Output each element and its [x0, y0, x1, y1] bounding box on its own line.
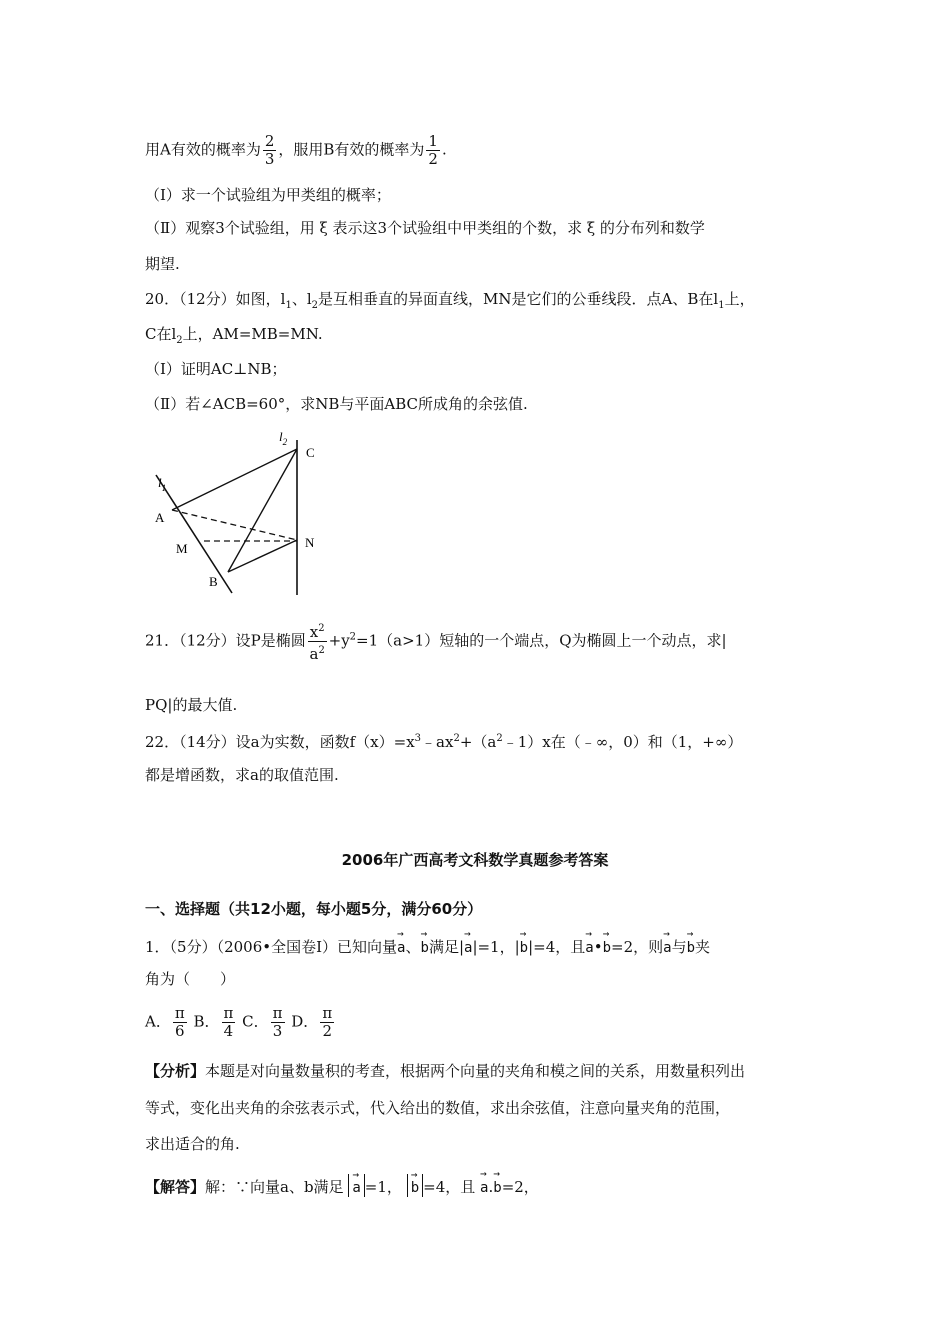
- numerator: 1: [428, 132, 438, 150]
- vector-b: → b: [603, 932, 611, 958]
- label-M: M: [176, 541, 188, 556]
- text: +y: [328, 631, 350, 650]
- segment-BN: [228, 540, 297, 572]
- segment-BC: [228, 449, 297, 572]
- a1-options: [145, 1005, 336, 1040]
- text: =4，且: [423, 1178, 476, 1196]
- a1-line1: [145, 932, 710, 958]
- label-A: A: [155, 510, 165, 525]
- denominator: 2: [322, 1022, 333, 1040]
- q19-part1: （Ⅰ）求一个试验组为甲类组的概率；: [145, 186, 391, 204]
- abs-a: [348, 1174, 364, 1197]
- text: |=4，且: [528, 938, 586, 956]
- text: 是互相垂直的异面直线，MN是它们的公垂线段．点A、B在l: [318, 290, 719, 308]
- text: 1．（5分）（2006•全国卷Ⅰ）已知向量: [145, 938, 398, 956]
- subscript: 2: [311, 300, 319, 311]
- solution-tag: 【解答】: [145, 1178, 206, 1196]
- analysis-line3: 求出适合的角.: [145, 1135, 240, 1153]
- analysis-tag: 【分析】: [145, 1062, 206, 1080]
- q20-part1: （Ⅰ）证明AC⊥NB；: [145, 360, 287, 378]
- answer-title: 2006年广西高考文科数学真题参考答案: [341, 851, 609, 869]
- analysis-line2: 等式，变化出夹角的余弦表示式，代入给出的数值，求出余弦值，注意向量夹角的范围，: [145, 1099, 731, 1117]
- numerator: π: [223, 1004, 234, 1022]
- text: .: [441, 140, 447, 159]
- superscript: 2: [453, 733, 460, 744]
- denominator: 2: [428, 150, 438, 168]
- label-l2: $l_2$: [279, 429, 288, 447]
- label-N: N: [305, 535, 315, 550]
- vector-b: → b: [687, 932, 695, 958]
- text: 、l: [291, 290, 312, 308]
- q19-part2-line2: 期望.: [145, 255, 180, 273]
- label-l1: $l_1$: [158, 475, 167, 493]
- q22-line1: [145, 729, 742, 752]
- vector-a: → a: [397, 932, 405, 958]
- numerator: 2: [264, 132, 275, 150]
- text: ﹣ax: [421, 733, 454, 751]
- text: 解：∵向量a、b满足: [205, 1178, 344, 1196]
- text: 上，: [724, 290, 755, 308]
- q20-part2: （Ⅱ）若∠ACB=60°，求NB与平面ABC所成角的余弦值.: [145, 395, 528, 413]
- abs-b: [407, 1174, 423, 1197]
- text: =2，: [501, 1178, 539, 1196]
- denominator: 3: [272, 1022, 283, 1040]
- option-d-value: [320, 1005, 334, 1040]
- numerator: π: [272, 1004, 283, 1022]
- vector-b: → b: [493, 1172, 501, 1198]
- subscript: 1: [718, 300, 725, 311]
- fraction: [263, 133, 277, 168]
- label-B: B: [209, 574, 218, 589]
- text: =1，: [364, 1178, 402, 1196]
- vector-a: → a: [480, 1172, 488, 1198]
- subscript: 2: [176, 335, 183, 346]
- vector-a: → a: [352, 1174, 360, 1197]
- fraction: [308, 620, 327, 663]
- text: ﹣1）x在（﹣∞，0）和（1，+∞）: [502, 733, 743, 751]
- label-C: C: [306, 445, 315, 460]
- option-b-label: B．: [193, 1012, 220, 1031]
- option-c-value: [271, 1005, 285, 1040]
- vector-a: → a: [464, 932, 472, 958]
- q22-line2: 都是增函数，求a的取值范围.: [145, 766, 339, 784]
- superscript: 2: [318, 623, 325, 634]
- text: =1（a>1）短轴的一个端点，Q为椭圆上一个动点，求|: [356, 631, 727, 650]
- vector-b: → b: [411, 1174, 419, 1197]
- text: |=1，|: [472, 938, 520, 956]
- option-d-label: D．: [291, 1012, 319, 1031]
- segment-AN: [172, 510, 297, 540]
- denominator: 6: [175, 1022, 185, 1040]
- text: 本题是对向量数量积的考查，根据两个向量的夹角和模之间的关系，用数量积列出: [205, 1062, 746, 1080]
- q20-line2: [145, 324, 323, 351]
- q19-part2-line1: （Ⅱ）观察3个试验组，用 ξ 表示这3个试验组中甲类组的个数，求 ξ 的分布列和数学: [145, 219, 705, 237]
- text: =2，则: [611, 938, 664, 956]
- text: 22．（14分）设a为实数，函数f（x）=x: [145, 733, 415, 751]
- text: 20．（12分）如图，l: [145, 290, 286, 308]
- superscript: 3: [414, 733, 422, 744]
- superscript: 2: [496, 733, 503, 744]
- section-heading: 一、选择题（共12小题，每小题5分，满分60分）: [145, 900, 483, 918]
- numerator: [308, 620, 327, 642]
- text: ，服用B有效的概率为: [278, 140, 425, 159]
- q21-line1: [145, 620, 727, 663]
- option-a-label: A．: [145, 1012, 171, 1031]
- text: 用A有效的概率为: [145, 140, 261, 159]
- text: 与: [671, 938, 687, 956]
- vector-b: → b: [421, 932, 429, 958]
- solution-line1: [145, 1172, 539, 1198]
- text: C在l: [145, 325, 177, 343]
- text: 满足|: [428, 938, 464, 956]
- numerator: π: [174, 1004, 185, 1022]
- line-l1: [156, 475, 232, 593]
- q21-line2: PQ|的最大值.: [145, 696, 238, 714]
- geometry-figure: [140, 425, 340, 600]
- var-x: x: [309, 623, 319, 641]
- vector-a: → a: [663, 932, 671, 958]
- q20-line1: [145, 289, 755, 316]
- analysis-line1: [145, 1061, 745, 1081]
- vector-b: → b: [520, 932, 528, 958]
- denominator: 4: [223, 1022, 234, 1040]
- a1-line2: 角为（ ）: [145, 970, 236, 988]
- fraction: [426, 133, 440, 168]
- segment-AC: [172, 449, 297, 510]
- text: 上，AM=MB=MN.: [182, 325, 323, 343]
- q19-line1: [145, 133, 447, 168]
- option-b-value: [222, 1005, 236, 1040]
- vector-a: → a: [585, 932, 593, 958]
- numerator: π: [322, 1004, 333, 1022]
- superscript: 2: [318, 645, 325, 656]
- option-a-value: [173, 1005, 187, 1040]
- denominator: 3: [264, 150, 275, 168]
- text: +（a: [459, 733, 497, 751]
- denominator: [308, 642, 327, 663]
- var-a: a: [309, 645, 319, 663]
- option-c-label: C．: [242, 1012, 269, 1031]
- superscript: 2: [349, 631, 357, 643]
- text: 夹: [695, 938, 711, 956]
- text: 、: [405, 938, 421, 956]
- dot: .: [488, 1178, 494, 1196]
- dot: •: [593, 938, 603, 956]
- text: 21．（12分）设P是椭圆: [145, 631, 306, 650]
- subscript: 1: [285, 300, 292, 311]
